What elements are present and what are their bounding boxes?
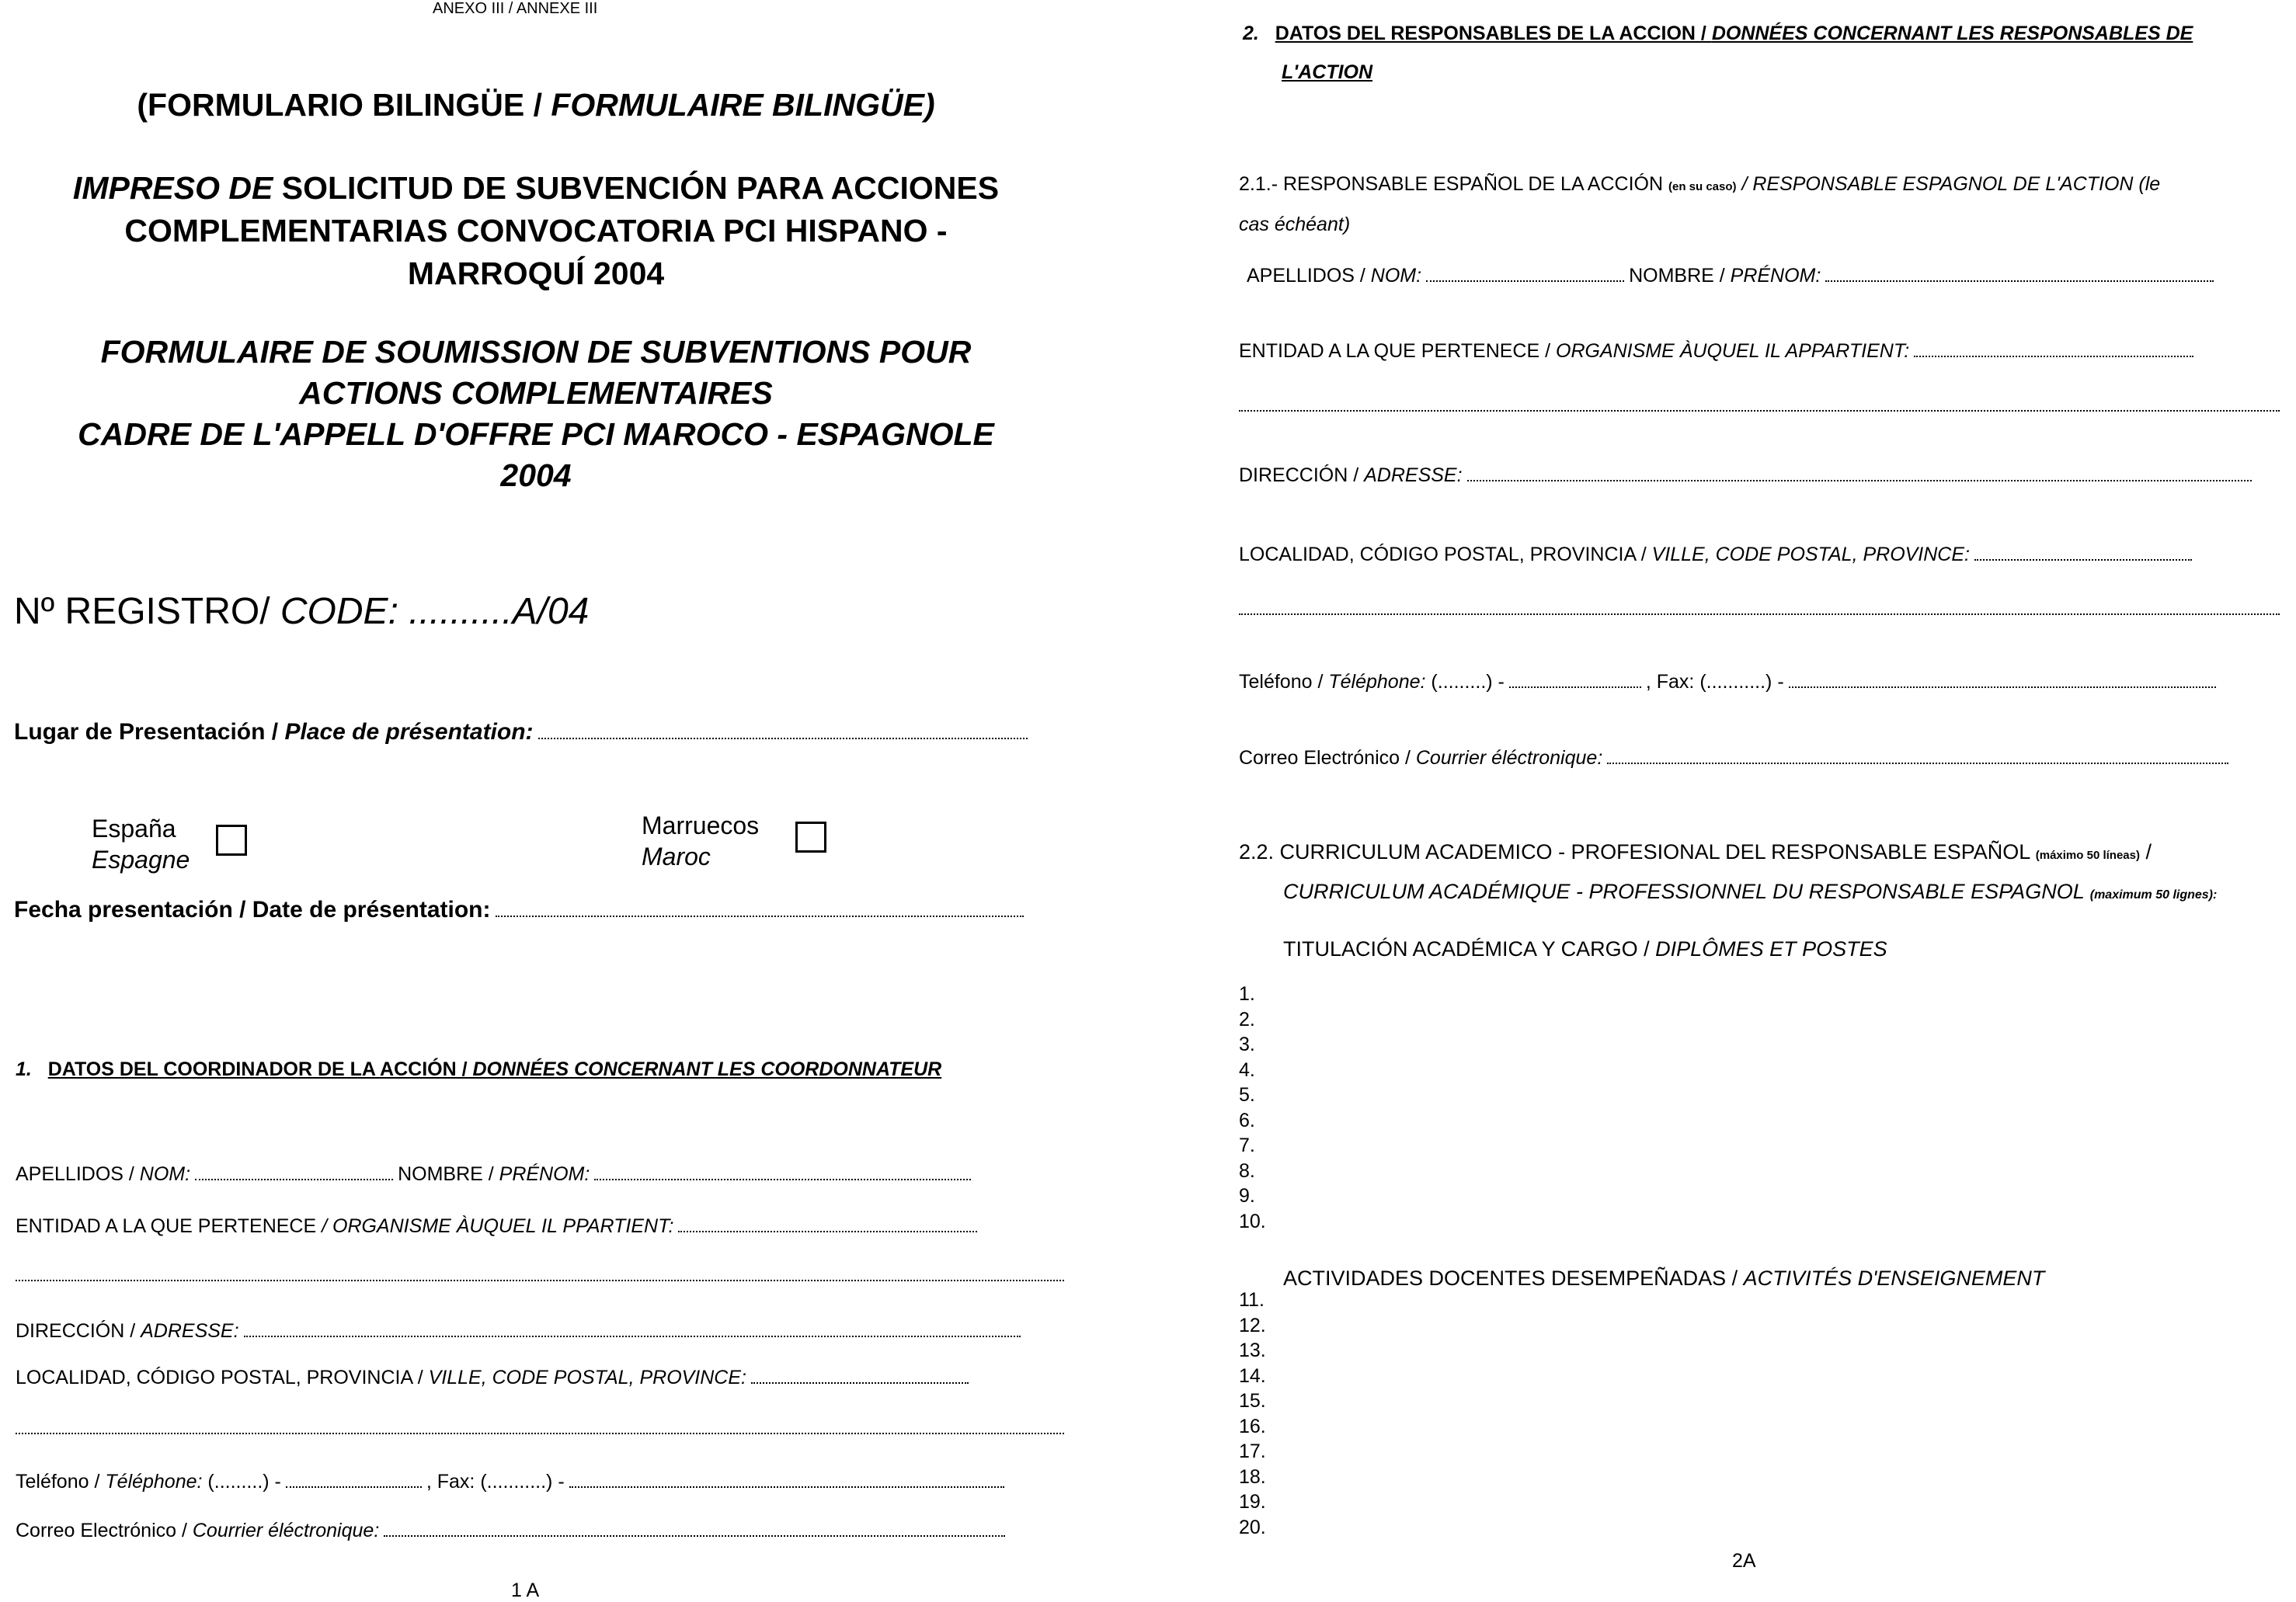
list-item: 20.	[1239, 1516, 1266, 1538]
list-item: 5.	[1239, 1084, 1255, 1106]
list-item: 1.	[1239, 983, 1255, 1005]
list-item: 4.	[1239, 1058, 1255, 1081]
page-number-2a: 2A	[1732, 1550, 1756, 1572]
resp-localidad-field[interactable]: LOCALIDAD, CÓDIGO POSTAL, PROVINCIA / VILLE, CODE POSTAL, PROVINCE:	[1239, 544, 2197, 566]
coord-correo-field[interactable]: Correo Electrónico / Courrier éléctronique:	[16, 1520, 1010, 1542]
coord-entidad-line2[interactable]	[16, 1280, 1064, 1281]
titulacion-heading: TITULACIÓN ACADÉMICA Y CARGO / DIPLÔMES ET POSTES	[1283, 937, 1887, 961]
coord-apellidos-field[interactable]: APELLIDOS / NOM: NOMBRE / PRÉNOM:	[16, 1163, 976, 1186]
marruecos-checkbox[interactable]	[795, 822, 826, 853]
list-item: 18.	[1239, 1465, 1266, 1488]
list-item: 16.	[1239, 1415, 1266, 1437]
bilingual-title: (FORMULARIO BILINGÜE / FORMULAIRE BILINGÜE)	[137, 87, 935, 123]
subsection-2-1: 2.1.- RESPONSABLE ESPAÑOL DE LA ACCIÓN (en su caso) / RESPONSABLE ESPAGNOL DE L'ACTION (le cas échéant)	[1239, 173, 2161, 235]
list-item: 14.	[1239, 1364, 1266, 1387]
list-item: 3.	[1239, 1034, 1255, 1055]
resp-apellidos-field[interactable]: APELLIDOS / NOM: NOMBRE / PRÉNOM:	[1247, 265, 2218, 287]
spanish-title: IMPRESO DE SOLICITUD DE SUBVENCIÓN PARA ACCIONES COMPLEMENTARIAS CONVOCATORIA PCI HISPANO - MARROQUÍ 2004	[72, 170, 1000, 291]
page-2a	[1216, 0, 2296, 1600]
actividades-heading: ACTIVIDADES DOCENTES DESEMPEÑADAS / ACTIVITÉS D'ENSEIGNEMENT	[1283, 1267, 2045, 1290]
list-item: 8.	[1239, 1159, 1255, 1182]
coord-entidad-field[interactable]: ENTIDAD A LA QUE PERTENECE / ORGANISME ÀUQUEL IL PPARTIENT:	[16, 1215, 982, 1238]
resp-telefono-field[interactable]: Teléfono / Téléphone: (.........) - , Fax: (...........) -	[1239, 671, 2221, 693]
list-item: 6.	[1239, 1109, 1255, 1131]
coord-localidad-line2[interactable]	[16, 1433, 1064, 1434]
subsection-2-2: 2.2. CURRICULUM ACADEMICO - PROFESIONAL DEL RESPONSABLE ESPAÑOL (máximo 50 líneas) / CURRICULUM ACADÉMIQUE - PROFESSIONNEL DU RESPONSABLE ESPAGNOL (maximum 50 lignes):	[1239, 840, 2218, 903]
lugar-presentacion-field[interactable]: Lugar de Presentación / Place de présentation:	[14, 719, 1032, 745]
espana-label: España Espagne	[92, 815, 190, 874]
list-item: 11.	[1239, 1289, 1265, 1311]
list-item: 15.	[1239, 1390, 1266, 1412]
list-item: 19.	[1239, 1491, 1266, 1513]
resp-entidad-line2[interactable]	[1239, 410, 2280, 412]
list-item: 17.	[1239, 1440, 1266, 1462]
resp-localidad-line2[interactable]	[1239, 613, 2280, 615]
marruecos-label: Marruecos Maroc	[642, 811, 760, 871]
coord-direccion-field[interactable]: DIRECCIÓN / ADRESSE:	[16, 1320, 1025, 1343]
registro-code: Nº REGISTRO/ CODE: ..........A/04	[14, 591, 590, 632]
resp-correo-field[interactable]: Correo Electrónico / Courrier éléctronique:	[1239, 747, 2233, 770]
resp-direccion-field[interactable]: DIRECCIÓN / ADRESSE:	[1239, 464, 2256, 487]
page-number-1a: 1 A	[511, 1579, 540, 1601]
annex-label: ANEXO III / ANNEXE III	[433, 0, 598, 17]
list-item: 12.	[1239, 1314, 1266, 1336]
list-item: 2.	[1239, 1008, 1255, 1030]
list-item: 13.	[1239, 1340, 1266, 1361]
resp-entidad-field[interactable]: ENTIDAD A LA QUE PERTENECE / ORGANISME ÀUQUEL IL APPARTIENT:	[1239, 340, 2198, 363]
coord-telefono-field[interactable]: Teléfono / Téléphone: (.........) - , Fax: (...........) -	[16, 1471, 1009, 1493]
coord-localidad-field[interactable]: LOCALIDAD, CÓDIGO POSTAL, PROVINCIA / VILLE, CODE POSTAL, PROVINCE:	[16, 1367, 973, 1389]
fecha-presentacion-field[interactable]: Fecha presentación / Date de présentation:	[14, 897, 1028, 923]
section-2-heading: 2. DATOS DEL RESPONSABLES DE LA ACCION / DONNÉES CONCERNANT LES RESPONSABLES DE L'ACTION	[1243, 23, 2193, 83]
page-1a	[0, 0, 1142, 1600]
french-title: FORMULAIRE DE SOUMISSION DE SUBVENTIONS POUR ACTIONS COMPLEMENTAIRES CADRE DE L'APPELL D'OFFRE PCI MAROCO - ESPAGNOLE 2004	[78, 334, 994, 493]
espana-checkbox[interactable]	[216, 825, 247, 856]
list-item: 9.	[1239, 1185, 1255, 1207]
list-item: 7.	[1239, 1135, 1255, 1156]
list-item: 10.	[1239, 1210, 1266, 1232]
section-1-heading: 1. DATOS DEL COORDINADOR DE LA ACCIÓN / DONNÉES CONCERNANT LES COORDONNATEUR	[16, 1058, 942, 1080]
